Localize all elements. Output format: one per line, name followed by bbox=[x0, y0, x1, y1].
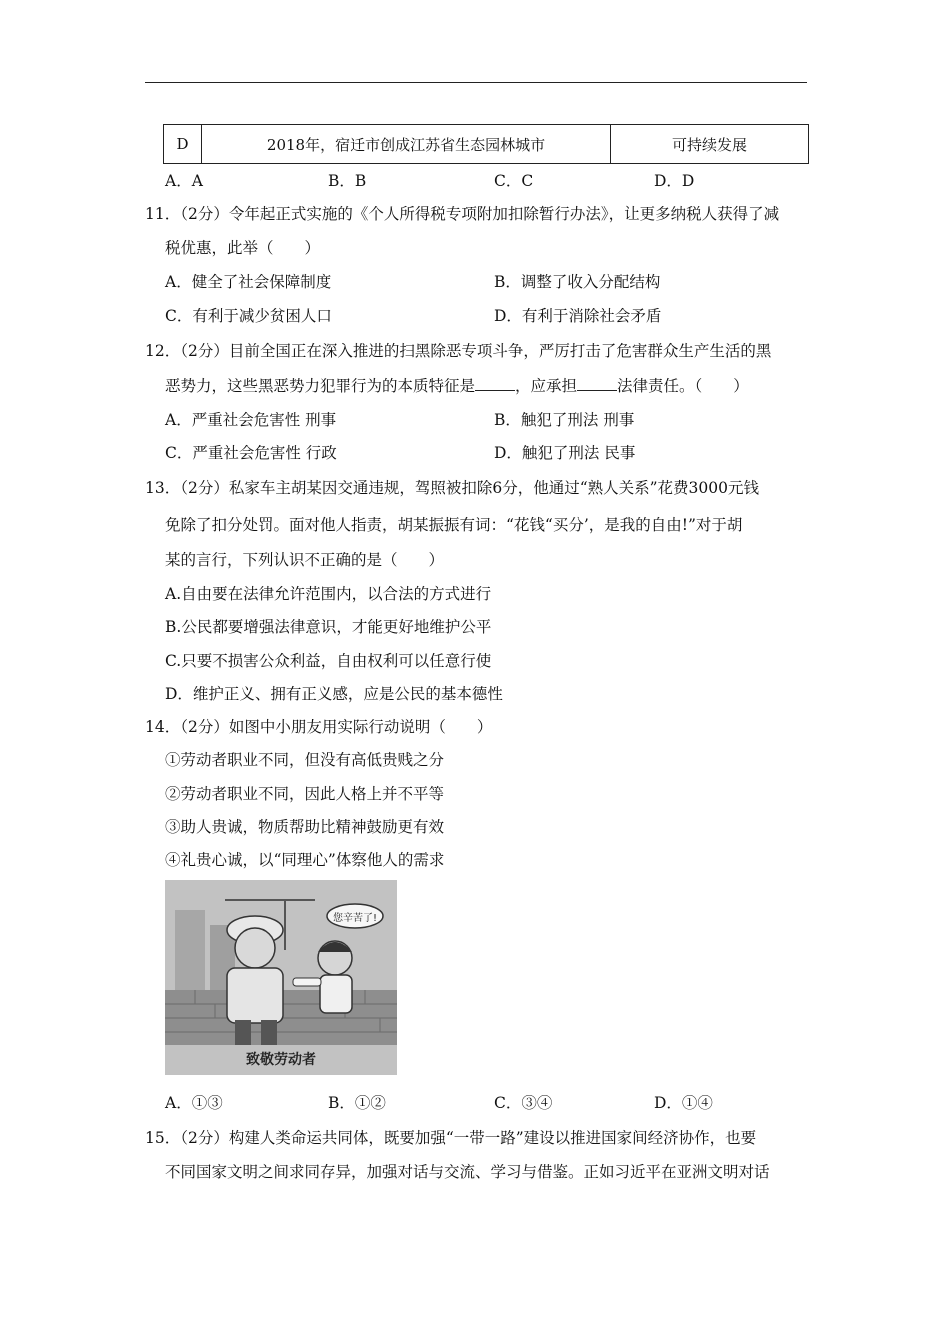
q12-option-c: C．严重社会危害性 行政 bbox=[165, 444, 337, 462]
q15-stem-line1: 15．（2分）构建人类命运共同体，既要加强“一带一路”建设以推进国家间经济协作，也要 bbox=[145, 1129, 757, 1147]
q13-option-c: C.只要不损害公众利益，自由权利可以任意行使 bbox=[165, 652, 492, 670]
figure-caption: 致敬劳动者 bbox=[246, 1052, 316, 1068]
answer-table-row bbox=[163, 124, 809, 164]
table-cell-label: D bbox=[164, 125, 202, 164]
q12-text-b: ，应承担 bbox=[515, 377, 578, 395]
q10-option-d: D．D bbox=[654, 172, 695, 190]
q12-option-b: B．触犯了刑法 刑事 bbox=[494, 411, 635, 429]
q12-stem-line2 bbox=[165, 376, 749, 396]
q11-stem-line2: 税优惠，此举（ ） bbox=[165, 239, 321, 257]
q12-blank-2 bbox=[577, 376, 617, 391]
q13-stem-line2: 免除了扣分处罚。面对他人指责，胡某振振有词：“花钱“买分’，是我的自由!”对于胡 bbox=[165, 516, 743, 534]
q14-option-c: C．③④ bbox=[494, 1094, 553, 1112]
q13-option-a: A.自由要在法律允许范围内，以合法的方式进行 bbox=[165, 585, 492, 603]
q14-item-2: ②劳动者职业不同，因此人格上并不平等 bbox=[165, 785, 445, 803]
q10-option-c: C．C bbox=[494, 172, 534, 190]
table-cell-event: 2018年，宿迁市创成江苏省生态园林城市 bbox=[202, 125, 611, 164]
q14-stem-line1: 14．（2分）如图中小朋友用实际行动说明（ ） bbox=[145, 718, 493, 736]
q14-item-1: ①劳动者职业不同，但没有高低贵贱之分 bbox=[165, 751, 445, 769]
q11-stem-line1: 11．（2分）令年起正式实施的《个人所得税专项附加扣除暂行办法》，让更多纳税人获得了减 bbox=[145, 205, 780, 223]
q12-stem-line1: 12．（2分）目前全国正在深入推进的扫黑除恶专项斗争，严厉打击了危害群众生产生活的黑 bbox=[145, 342, 772, 360]
q13-option-d: D．维护正义、拥有正义感，应是公民的基本德性 bbox=[165, 685, 503, 703]
q10-option-a: A．A bbox=[165, 172, 203, 190]
q12-option-a: A．严重社会危害性 刑事 bbox=[165, 411, 337, 429]
q15-stem-line2: 不同国家文明之间求同存异，加强对话与交流、学习与借鉴。正如习近平在亚洲文明对话 bbox=[165, 1163, 770, 1181]
q12-text-c: 法律责任。（ ） bbox=[617, 377, 749, 395]
q13-stem-line1: 13．（2分）私家车主胡某因交通违规，驾照被扣除6分，他通过“熟人关系”花费3000元钱 bbox=[145, 479, 759, 497]
q11-option-d: D．有利于消除社会矛盾 bbox=[494, 307, 662, 325]
table-cell-concept: 可持续发展 bbox=[611, 125, 809, 164]
q14-option-d: D．①④ bbox=[654, 1094, 713, 1112]
q13-option-b: B.公民都要增强法律意识，才能更好地维护公平 bbox=[165, 618, 492, 636]
q11-option-a: A．健全了社会保障制度 bbox=[165, 273, 332, 291]
q14-option-a: A．①③ bbox=[165, 1094, 223, 1112]
q10-option-b: B．B bbox=[328, 172, 367, 190]
q11-option-b: B．调整了收入分配结构 bbox=[494, 273, 661, 291]
q12-option-d: D．触犯了刑法 民事 bbox=[494, 444, 636, 462]
q14-option-b: B．①② bbox=[328, 1094, 386, 1112]
q11-option-c: C．有利于减少贫困人口 bbox=[165, 307, 332, 325]
q13-stem-line3: 某的言行，下列认识不正确的是（ ） bbox=[165, 551, 445, 569]
speech-bubble-text: 您辛苦了! bbox=[332, 913, 378, 924]
q14-item-3: ③助人贵诚，物质帮助比精神鼓励更有效 bbox=[165, 818, 445, 836]
cartoon-figure bbox=[165, 880, 397, 1075]
q12-blank-1 bbox=[475, 376, 515, 391]
header-rule bbox=[145, 82, 807, 83]
q12-text-a: 恶势力，这些黑恶势力犯罪行为的本质特征是 bbox=[165, 377, 476, 395]
q14-item-4: ④礼贵心诚，以“同理心”体察他人的需求 bbox=[165, 851, 445, 869]
cartoon-illustration bbox=[165, 880, 397, 1075]
